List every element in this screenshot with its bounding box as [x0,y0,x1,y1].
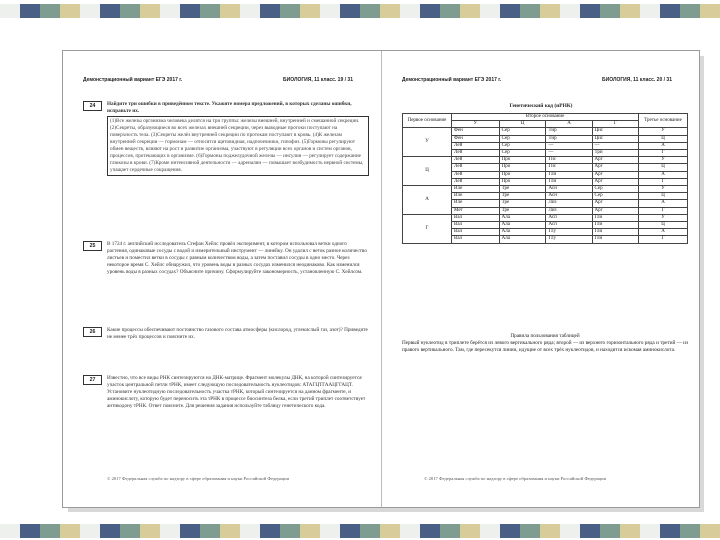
question-text: Какие процессы обеспечивают постоянство газового состава атмосферы (кислород, углекислый газ, азот)? Приведите не менее трёх процессов и поясните их. [107,327,368,340]
second-base-header: Второе основание [452,114,639,121]
third-base-cell: Г [639,150,688,157]
second-base-1: Ц [499,121,546,128]
third-base-cell: Ц [639,193,688,200]
stripe-segment [600,4,620,18]
first-base-cell: Г [403,214,452,243]
question-text: В 1724 г. английский исследователь Стефан Хейлс провёл эксперимент, в котором использовал ветки одного растения, одинаковые сосуды с водой и измерительный инструмент — линейку. Он удалил с веток разное количество листьев и поместил ветки в сосуды с равным количеством воды, а затем поставил сосуды в одно место. Через некоторое время С. Хейлс обнаружил, что уровень воды в разных сосудах изменился неодинаково. Как изменился уровень воды в разных сосудах? Объясните причину. Сформулируйте закономерность, установленную С. Хейлсом. [107,241,367,275]
amino-acid-cell: Арг [592,200,638,207]
amino-acid-cell: Лей [452,142,500,149]
amino-acid-cell: Лей [452,164,500,171]
stripe-segment [260,524,280,538]
bottom-decorative-stripe [0,524,720,538]
top-decorative-stripe [0,4,720,18]
third-base-cell: У [639,157,688,164]
amino-acid-cell: Про [499,171,546,178]
amino-acid-cell: Про [499,157,546,164]
stripe-segment [300,524,320,538]
third-base-cell: Ц [639,164,688,171]
stripe-segment [640,524,660,538]
amino-acid-cell: Арг [592,178,638,185]
stripe-segment [420,4,440,18]
amino-acid-cell: Вал [452,222,500,229]
stripe-segment [140,524,160,538]
stripe-segment [20,4,40,18]
stripe-segment [520,4,540,18]
amino-acid-cell: Ала [499,214,546,221]
stripe-segment [660,524,680,538]
stripe-segment [0,4,20,18]
genetic-code-table [402,113,688,244]
amino-acid-cell: Сер [499,150,546,157]
third-base-cell: А [639,229,688,236]
amino-acid-cell: Лиз [546,200,592,207]
stripe-segment [500,4,520,18]
amino-acid-cell: Тир [546,128,592,135]
stripe-segment [480,4,500,18]
amino-acid-cell: Фен [452,128,500,135]
amino-acid-cell: Сер [592,193,638,200]
amino-acid-cell: — [592,142,638,149]
first-base-header: Первое основание [403,114,452,128]
stripe-segment [680,4,700,18]
second-base-3: Г [592,121,638,128]
third-base-cell: А [639,171,688,178]
amino-acid-cell: Гли [592,236,638,243]
stripe-segment [520,524,540,538]
question-text-box: (1)Все железы организма человека делятся на три группы: железы внешней, внутренней и смешанной секреции. (2)Секреты, образующиеся во всех железах внешней секреции, через выводные протоки поступают на поверхность тела. (3)Секреты желёз внутренней секреции по протокам поступают в кровь. (4)К железам внутренней секреции — гормонам — относятся щитовидная, надпочечники, гипофиз. (5)Гормоны регулируют обмен веществ, влияют на рост и развитие организма, участвуют в регуляции всех органов и систем органов, процессов, протекающих в организме. (6)Гормоны поджелудочной железы — инсулин — регулирует содержание глюкозы в крови. (7)Кроме интенсивной деятельности — адреналин — повышает возбудимость нервной системы, учащает сердечные сокращения. [107,116,369,176]
amino-acid-cell: Арг [592,164,638,171]
codon-row [403,157,688,164]
stripe-segment [420,524,440,538]
amino-acid-cell: Цис [592,135,638,142]
stripe-segment [40,4,60,18]
stripe-segment [100,4,120,18]
table-rules-text: Первый нуклеотид в триплете берётся из левого вертикального ряда; второй — из верхнего горизонтального ряда и третий — из правого вертикального. Там, где пересекутся линии, идущие от всех трёх нуклеотидов, и находится искомая аминокислота. [402,340,688,353]
amino-acid-cell: Глу [546,229,592,236]
stripe-segment [400,524,420,538]
amino-acid-cell: Сер [499,128,546,135]
question-title: Найдите три ошибки в приведённом тексте. Укажите номера предложений, в которых сделаны ошибки, исправьте их. [107,101,352,114]
amino-acid-cell: Гли [592,222,638,229]
stripe-segment [460,4,480,18]
first-base-cell: У [403,128,452,157]
stripe-segment [360,4,380,18]
third-base-cell: У [639,214,688,221]
amino-acid-cell: Сер [499,135,546,142]
right-header-title: Демонстрационный вариант ЕГЭ 2017 г. [402,77,502,83]
third-base-cell: У [639,186,688,193]
right-page [381,51,700,507]
amino-acid-cell: Про [499,164,546,171]
left-page [63,51,381,507]
amino-acid-cell: Тре [499,193,546,200]
amino-acid-cell: Тре [499,207,546,214]
stripe-segment [400,4,420,18]
amino-acid-cell: Лей [452,157,500,164]
amino-acid-cell: Глн [546,178,592,185]
amino-acid-cell: Вал [452,214,500,221]
amino-acid-cell: Тре [499,200,546,207]
third-base-cell: А [639,142,688,149]
table-rules-title: Правила пользования таблицей [510,333,580,339]
amino-acid-cell: Гис [546,164,592,171]
amino-acid-cell: Сер [592,186,638,193]
amino-acid-cell: Арг [592,207,638,214]
stripe-segment [440,4,460,18]
question-number: 26 [83,327,102,337]
stripe-segment [540,4,560,18]
stripe-segment [160,4,180,18]
stripe-segment [320,524,340,538]
stripe-segment [600,524,620,538]
amino-acid-cell: Асп [546,222,592,229]
stripe-segment [200,4,220,18]
stripe-segment [560,4,580,18]
stripe-segment [0,524,20,538]
stripe-segment [100,524,120,538]
amino-acid-cell: Лей [452,150,500,157]
right-page-footer: © 2017 Федеральная служба по надзору в сфере образования и науки Российской Федерации [424,476,607,481]
stripe-segment [240,4,260,18]
genetic-code-title: Генетический код (иРНК) [509,103,573,109]
amino-acid-cell: — [546,150,592,157]
third-base-cell: Ц [639,222,688,229]
question-body [107,101,369,176]
amino-acid-cell: Фен [452,135,500,142]
stripe-segment [500,524,520,538]
amino-acid-cell: Асн [546,186,592,193]
amino-acid-cell: Глн [546,171,592,178]
document-spread [62,50,700,508]
stripe-segment [480,524,500,538]
amino-acid-cell: Иле [452,200,500,207]
left-header-title: Демонстрационный вариант ЕГЭ 2017 г. [83,77,183,83]
stripe-segment [280,4,300,18]
stripe-segment [340,4,360,18]
third-base-cell: Г [639,178,688,185]
question-number: 24 [83,101,102,111]
stripe-segment [120,524,140,538]
third-base-cell: Ц [639,135,688,142]
stripe-segment [620,524,640,538]
amino-acid-cell: Гли [592,214,638,221]
stripe-segment [340,524,360,538]
question-text: Известно, что все виды РНК синтезируются на ДНК-матрице. Фрагмент молекулы ДНК, на которой синтезируется участок центральной петли тРНК, имеет следующую последовательность нуклеотидов: АТАГЦТГААЦГГАЦТ. Установите нуклеотидную последовательность участка тРНК, который синтезируется на данном фрагменте, и аминокислоту, которую будет переносить эта тРНК в процессе биосинтеза белка, если третий триплет соответствует антикодону тРНК. Ответ поясните. Для решения задания используйте таблицу генетического кода. [107,375,366,409]
amino-acid-cell: Тре [499,186,546,193]
stripe-segment [700,524,720,538]
third-base-cell: Г [639,236,688,243]
amino-acid-cell: Лей [452,178,500,185]
stripe-segment [560,524,580,538]
stripe-segment [20,524,40,538]
codon-row [403,128,688,135]
stripe-segment [180,4,200,18]
amino-acid-cell: Про [499,178,546,185]
amino-acid-cell: Лей [452,171,500,178]
amino-acid-cell: Мет [452,207,500,214]
amino-acid-cell: Иле [452,193,500,200]
third-base-header: Третье основание [639,114,688,128]
stripe-segment [380,4,400,18]
stripe-segment [380,524,400,538]
amino-acid-cell: Арг [592,157,638,164]
codon-row [403,214,688,221]
stripe-segment [540,524,560,538]
amino-acid-cell: Лиз [546,207,592,214]
amino-acid-cell: Иле [452,186,500,193]
stripe-segment [60,4,80,18]
amino-acid-cell: Асп [546,214,592,221]
amino-acid-cell: Ала [499,236,546,243]
stripe-segment [40,524,60,538]
stripe-segment [320,4,340,18]
amino-acid-cell: Асн [546,193,592,200]
second-base-0: У [452,121,500,128]
second-base-2: А [546,121,592,128]
amino-acid-cell: Тир [546,135,592,142]
stripe-segment [60,524,80,538]
stripe-segment [80,524,100,538]
codon-row [403,186,688,193]
stripe-segment [300,4,320,18]
stripe-segment [80,4,100,18]
stripe-segment [640,4,660,18]
amino-acid-cell: Гли [592,229,638,236]
third-base-cell: У [639,128,688,135]
question-number: 27 [83,375,102,385]
left-page-footer: © 2017 Федеральная служба по надзору в сфере образования и науки Российской Федерации [107,476,290,481]
stripe-segment [360,524,380,538]
amino-acid-cell: Цис [592,128,638,135]
stripe-segment [220,524,240,538]
stripe-segment [440,524,460,538]
amino-acid-cell: Гис [546,157,592,164]
stripe-segment [620,4,640,18]
amino-acid-cell: — [546,142,592,149]
question-number: 25 [83,241,102,251]
amino-acid-cell: Три [592,150,638,157]
stripe-segment [140,4,160,18]
first-base-cell: Ц [403,157,452,186]
stripe-segment [660,4,680,18]
amino-acid-cell: Глу [546,236,592,243]
stripe-segment [180,524,200,538]
stripe-segment [460,524,480,538]
right-header-page-number: БИОЛОГИЯ, 11 класс. 20 / 31 [602,77,672,83]
stripe-segment [200,524,220,538]
third-base-cell: А [639,200,688,207]
stripe-segment [280,524,300,538]
stripe-segment [120,4,140,18]
amino-acid-cell: Ала [499,229,546,236]
amino-acid-cell: Сер [499,142,546,149]
stripe-segment [580,4,600,18]
left-header-page-number: БИОЛОГИЯ, 11 класс. 19 / 31 [283,77,353,83]
stripe-segment [260,4,280,18]
amino-acid-cell: Вал [452,229,500,236]
stripe-segment [240,524,260,538]
stripe-segment [160,524,180,538]
stripe-segment [220,4,240,18]
stripe-segment [580,524,600,538]
stripe-segment [680,524,700,538]
amino-acid-cell: Арг [592,171,638,178]
third-base-cell: Г [639,207,688,214]
amino-acid-cell: Ала [499,222,546,229]
first-base-cell: А [403,186,452,215]
amino-acid-cell: Вал [452,236,500,243]
stripe-segment [700,4,720,18]
